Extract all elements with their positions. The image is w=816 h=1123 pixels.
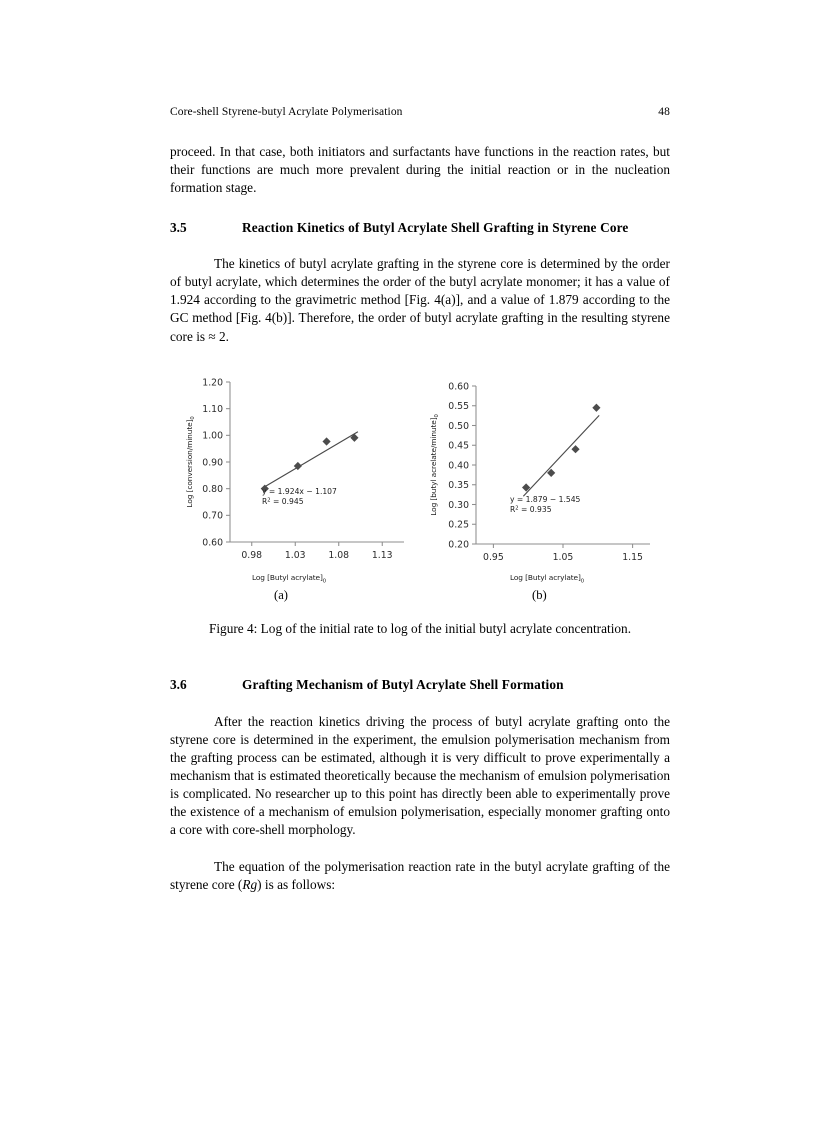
y-tick-label: 1.20	[202, 377, 223, 389]
r-squared-annotation: $R^2 = 0.945$	[262, 496, 304, 506]
x-tick-label: 0.95	[483, 551, 504, 563]
page-number: 48	[658, 106, 670, 118]
y-tick-label: 0.20	[448, 539, 469, 551]
chart-b-gc	[418, 368, 670, 600]
trendline-equation-annotation: y = 1.879 − 1.545	[510, 494, 581, 504]
data-point-marker	[592, 403, 600, 411]
chart-a-svg	[178, 368, 418, 600]
data-point-marker	[571, 445, 579, 453]
y-tick-label: 0.50	[448, 420, 469, 432]
figure-4	[170, 368, 670, 650]
data-point-marker	[322, 437, 330, 445]
y-tick-label: 0.55	[448, 400, 469, 412]
chart-a-xaxis-label: Log [Butyl $acrylate]_0$	[252, 572, 326, 585]
chart-b-xaxis-label: Log [Butyl $acrylate]_0$	[510, 572, 584, 585]
x-tick-label: 0.98	[241, 549, 263, 561]
section-heading-3-6	[170, 677, 670, 693]
chart-a-panel-label: (a)	[274, 587, 288, 602]
y-tick-label: 0.35	[448, 479, 469, 491]
y-tick-label: 0.30	[448, 499, 469, 511]
r-squared-annotation: $R^2 = 0.935$	[510, 504, 552, 514]
x-tick-label: 1.15	[622, 551, 643, 563]
paragraph-proceed: proceed. In that case, both initiators and surfactants have functions in the reaction rates, but their functions are much more prevalent during the initial reaction or in the nucleation formation stage.	[170, 144, 670, 196]
running-header-title: Core-shell Styrene-butyl Acrylate Polymerisation	[170, 106, 403, 118]
figure-4-caption: Figure 4: Log of the initial rate to log of the initial butyl acrylate concentration.	[208, 620, 632, 636]
x-tick-label: 1.13	[371, 549, 393, 561]
y-tick-label: 0.25	[448, 519, 469, 531]
y-tick-label: 0.45	[448, 440, 469, 452]
section-number-3-5: 3.5	[170, 220, 187, 236]
y-tick-label: 0.40	[448, 460, 469, 472]
section-title-3-5: Reaction Kinetics of Butyl Acrylate Shell Grafting in Styrene Core	[242, 220, 629, 236]
x-tick-label: 1.03	[284, 549, 306, 561]
chart-a-gravimetric	[178, 368, 418, 600]
paragraph-kinetics: The kinetics of butyl acrylate grafting in the styrene core is determined by the order of butyl acrylate, which determines the order of the butyl acrylate monomer; it has a value of 1.924 according to the gravimetric method [Fig. 4(a)], and a value of 1.879 according to the GC method [Fig. 4(b)]. Therefore, the order of butyl acrylate grafting in the resulting styrene core is ≈ 2.	[170, 256, 670, 344]
figure-4-charts	[170, 368, 670, 600]
trendline-equation-annotation: y = 1.924x − 1.107	[262, 486, 337, 496]
y-tick-label: 0.60	[202, 537, 223, 549]
x-tick-label: 1.08	[328, 549, 350, 561]
y-tick-label: 0.70	[202, 510, 223, 522]
y-tick-label: 1.10	[202, 403, 223, 415]
section-number-3-6: 3.6	[170, 676, 187, 692]
x-tick-label: 1.05	[552, 551, 574, 563]
running-header	[170, 106, 670, 118]
paragraph-rate-equation	[170, 858, 670, 894]
y-axis-label: Log $[conversion/minute]_0$	[185, 416, 197, 508]
y-axis-label: Log [butyl acrelate/$minute]_0$	[429, 413, 441, 516]
y-tick-label: 0.60	[448, 381, 469, 393]
paragraph-rate-equation-part2: ) is as follows:	[257, 877, 336, 893]
chart-b-panel-label: (b)	[532, 587, 547, 602]
y-tick-label: 0.90	[202, 457, 223, 469]
rate-symbol-rg: Rg	[242, 877, 258, 893]
page-content	[170, 106, 670, 894]
paragraph-rate-equation-part1: The equation of the polymerisation reaction rate in the butyl acrylate grafting of the styrene core (	[170, 859, 670, 893]
section-heading-3-5	[170, 220, 670, 236]
section-title-3-6: Grafting Mechanism of Butyl Acrylate Shell Formation	[242, 676, 564, 692]
paragraph-grafting-mechanism: After the reaction kinetics driving the process of butyl acrylate grafting onto the styrene core is determined in the experiment, the emulsion polymerisation mechanism from the grafting process can be estimated, although it is very difficult to prove experimentally a mechanism that is estimated theoretically because the mechanism of emulsion polymerisation is complicated. No researcher up to this point has directly been able to experimentally prove the existence of a mechanism of emulsion polymerisation, especially monomer grafting onto a core with core-shell morphology.	[170, 713, 670, 838]
data-point-marker	[350, 433, 358, 441]
y-tick-label: 0.80	[202, 483, 223, 495]
chart-b-svg	[418, 368, 670, 600]
y-tick-label: 1.00	[202, 430, 223, 442]
